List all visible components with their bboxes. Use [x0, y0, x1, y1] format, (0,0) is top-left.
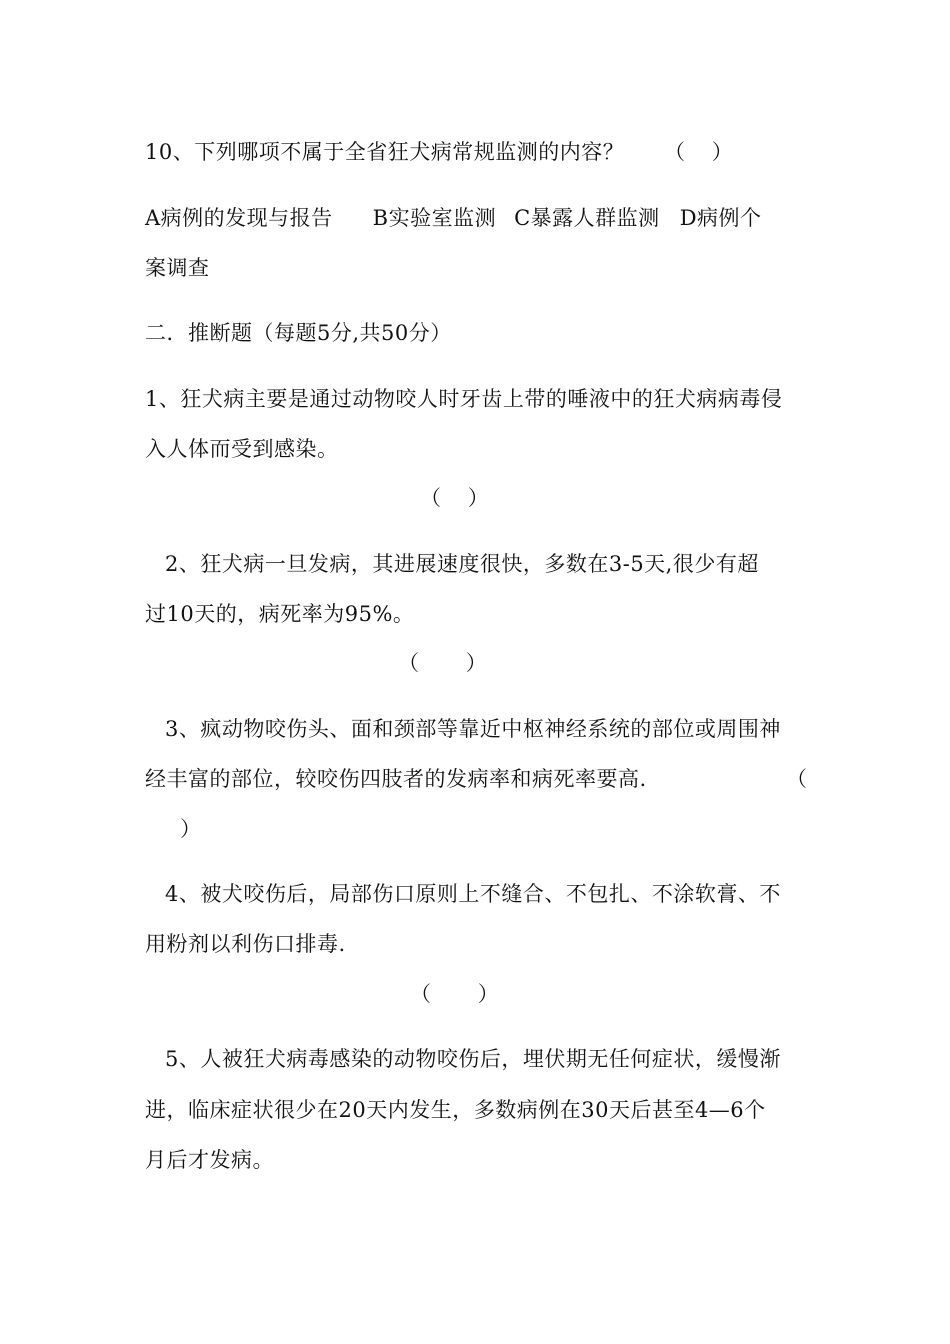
q10-option-a: A病例的发现与报告 — [145, 206, 333, 230]
item-1-line-2: 入人体而受到感染。 — [145, 437, 339, 461]
item-2-answer-paren: （ ） — [398, 651, 487, 675]
q10-option-d: D病例个 — [679, 206, 762, 230]
q10-options — [145, 204, 815, 232]
section-heading: 二．推断题（每题5分,共50分） — [145, 321, 452, 345]
item-2-line-2: 过10天的，病死率为95%。 — [145, 602, 415, 626]
item-1-answer-paren: （ ） — [420, 486, 489, 510]
item-4-answer-paren: （ ） — [410, 982, 499, 1006]
item-3-line-1: 3、疯动物咬伤头、面和颈部等靠近中枢神经系统的部位或周围神 — [165, 717, 781, 741]
item-3-answer-paren-close: ） — [180, 817, 201, 841]
item-4-line-2: 用粉剂以利伤口排毒. — [145, 932, 346, 956]
q10-stem-text: 10、下列哪项不属于全省狂犬病常规监测的内容？ — [145, 140, 625, 164]
item-2-line-1: 2、狂犬病一旦发病，其进展速度很快，多数在3-5天,很少有超 — [165, 552, 759, 576]
item-4-line-1: 4、被犬咬伤后，局部伤口原则上不缝合、不包扎、不涂软膏、不 — [165, 882, 781, 906]
q10-option-c: C暴露人群监测 — [514, 206, 660, 230]
item-3-line-2: 经丰富的部位，较咬伤四肢者的发病率和病死率要高. — [145, 767, 647, 791]
q10-answer-paren: （ ） — [664, 140, 733, 164]
item-3-answer-paren-open: （ — [786, 767, 807, 791]
q10-option-d-continued: 案调查 — [145, 256, 210, 280]
item-5-line-2: 进，临床症状很少在20天内发生，多数病例在30天后甚至4—6个 — [145, 1098, 766, 1122]
q10-option-b: B实验室监测 — [372, 206, 497, 230]
item-5-line-1: 5、人被狂犬病毒感染的动物咬伤后，埋伏期无任何症状，缓慢渐 — [165, 1047, 781, 1071]
item-1-line-1: 1、狂犬病主要是通过动物咬人时牙齿上带的唾液中的狂犬病病毒侵 — [145, 387, 783, 411]
item-5-line-3: 月后才发病。 — [145, 1148, 274, 1172]
